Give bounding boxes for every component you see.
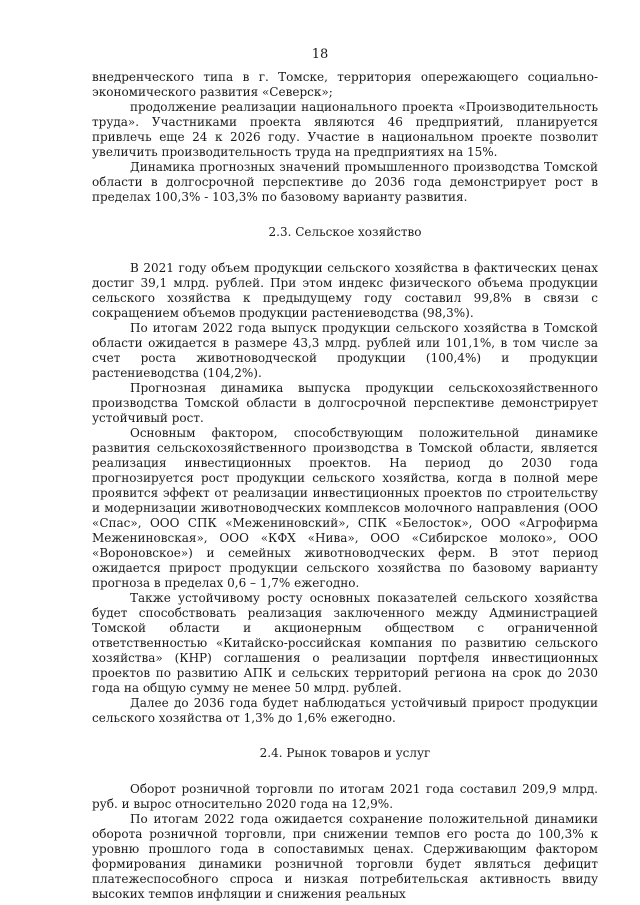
section-heading-agriculture: 2.3. Сельское хозяйство xyxy=(268,225,422,239)
section-heading-trade: 2.4. Рынок товаров и услуг xyxy=(259,746,431,760)
paragraph-industry-forecast: Динамика прогнозных значений промышленного производства Томской области в долгосрочной перспективе до 2036 года демонстрирует рост в пределах 100,3% - 103,3% по базовому варианту развития. xyxy=(92,160,598,204)
paragraph-continuation: внедренческого типа в г. Томске, территория опережающего социально-экономического развития «Северск»; xyxy=(92,70,598,99)
paragraph-trade-2021: Оборот розничной торговли по итогам 2021 года составил 209,9 млрд. руб. и вырос относительно 2020 года на 12,9%. xyxy=(92,782,598,811)
paragraph-agriculture-forecast: Прогнозная динамика выпуска продукции сельскохозяйственного производства Томской области в долгосрочной перспективе демонстрирует устойчивый рост. xyxy=(92,381,598,425)
paragraph-agriculture-2021: В 2021 году объем продукции сельского хозяйства в фактических ценах достиг 39,1 млрд. рублей. При этом индекс физического объема продукции сельского хозяйства к предыдущему году составил 99,8% в связи с сокращением объемов продукции растениеводства (98,3%). xyxy=(92,261,598,320)
page-number: 18 xyxy=(311,47,329,62)
paragraph-agriculture-2022: По итогам 2022 года выпуск продукции сельского хозяйства в Томской области ожидается в размере 43,3 млрд. рублей или 101,1%, в том числе за счет роста животноводческой продукции (100,4%) и продукции растениеводства (104,2%). xyxy=(92,321,598,380)
paragraph-trade-2022: По итогам 2022 года ожидается сохранение положительной динамики оборота розничной торговли, при снижении темпов его роста до 100,3% к уровню прошлого года в сопоставимых ценах. Сдерживающим фактором формирования динамики розничной торговли будет являться дефицит платежеспособного спроса и низкая потребительская активность ввиду высоких темпов инфляции и снижения реальных xyxy=(92,812,598,901)
page-content xyxy=(92,70,598,902)
paragraph-agriculture-agreement: Также устойчивому росту основных показателей сельского хозяйства будет способствовать реализация заключенного между Администрацией Томской области и акционерным обществом с ограниченной ответственностью «Китайско-российская компания по развитию сельского хозяйства» (КНР) соглашения о реализации портфеля инвестиционных проектов по развитию АПК и сельских территорий региона на срок до 2030 года на общую сумму не менее 50 млрд. рублей. xyxy=(92,591,598,695)
paragraph-productivity-project: продолжение реализации национального проекта «Производительность труда». Участниками проекта являются 46 предприятий, планируется привлечь еще 24 к 2026 году. Участие в национальном проекте позволит увеличить производительность труда на предприятиях на 15%. xyxy=(92,100,598,159)
paragraph-agriculture-2036: Далее до 2036 года будет наблюдаться устойчивый прирост продукции сельского хозяйства от 1,3% до 1,6% ежегодно. xyxy=(92,696,598,725)
paragraph-agriculture-investment: Основным фактором, способствующим положительной динамике развития сельскохозяйственного производства в Томской области, является реализация инвестиционных проектов. На период до 2030 года прогнозируется рост продукции сельского хозяйства, когда в полной мере проявится эффект от реализации инвестиционных проектов по строительству и модернизации животноводческих комплексов молочного направления (ООО «Спас», ООО СПК «Межениновский», СПК «Белосток», ООО «Агрофирма Межениновская», ООО «КФХ «Нива», ООО «Сибирское молоко», ООО «Вороновское») и семейных животноводческих ферм. В этот период ожидается прирост продукции сельского хозяйства по базовому варианту прогноза в пределах 0,6 – 1,7% ежегодно. xyxy=(92,426,598,590)
